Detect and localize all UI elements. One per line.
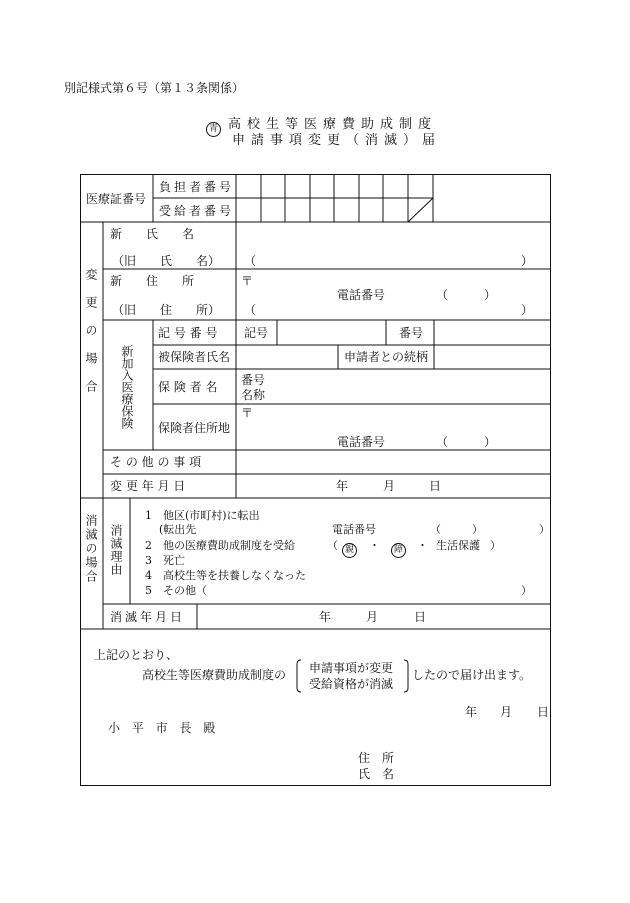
insurer-name-label: 保 険 者 名 bbox=[158, 380, 218, 394]
cancel-day: 日 bbox=[414, 610, 427, 624]
reason-2-option-welfare[interactable]: 生活保護 bbox=[436, 539, 480, 552]
parent-mark-icon: 親 bbox=[342, 543, 357, 558]
change-date-label: 変 更 年 月 日 bbox=[110, 479, 186, 493]
declaration-day: 日 bbox=[537, 705, 550, 719]
change-month: 月 bbox=[383, 479, 396, 493]
change-day: 日 bbox=[429, 479, 442, 493]
title-line-2: 申請事項変更（消滅）届 bbox=[232, 133, 442, 148]
reason-1-destination: (転出先 bbox=[159, 523, 197, 536]
reason-2-option-parent[interactable] bbox=[342, 539, 357, 558]
new-name-label: 新 氏 名 bbox=[110, 227, 195, 241]
reason-1-paren-close-inner: ） bbox=[472, 523, 483, 536]
reason-1: 1 他区(市町村)に転出 bbox=[145, 509, 260, 522]
new-address-label: 新 住 所 bbox=[110, 274, 195, 288]
cancel-date-label: 消滅年月日 bbox=[110, 610, 186, 624]
addressee: 小 平 市 長 殿 bbox=[108, 721, 220, 735]
youth-mark-icon: 青 bbox=[206, 122, 221, 137]
insured-name-label: 被保険者氏名 bbox=[158, 350, 231, 364]
old-name-label: （旧 氏 名） bbox=[112, 254, 221, 268]
symbol-field-label: 記号 bbox=[244, 326, 269, 340]
old-name-paren-close: ） bbox=[521, 254, 534, 268]
other-items-label: そ の 他 の 事 項 bbox=[110, 455, 202, 469]
cancel-year: 年 bbox=[319, 610, 332, 624]
postal-mark: 〒 bbox=[241, 274, 254, 288]
reason-2-option-disability[interactable] bbox=[391, 539, 406, 558]
declaration-option-cancel[interactable]: 受給資格が消滅 bbox=[309, 677, 394, 691]
new-insurance-label: 新加入医療保険 bbox=[120, 345, 134, 429]
applicant-name-label: 氏 名 bbox=[358, 767, 395, 781]
reason-2: 2 他の医療費助成制度を受給 bbox=[145, 539, 295, 552]
form-title bbox=[206, 118, 221, 137]
number-field-label: 番号 bbox=[399, 326, 424, 340]
change-section-label: 変更の場合 bbox=[84, 268, 98, 408]
old-address-paren-close: ） bbox=[521, 303, 534, 317]
declaration-line-1: 上記のとおり、 bbox=[94, 648, 179, 662]
cancel-reason-label: 消滅理由 bbox=[109, 524, 123, 576]
declaration-month: 月 bbox=[500, 705, 513, 719]
title-line-1: 高校生等医療費助成制度 bbox=[228, 117, 438, 132]
payer-number-label: 負担者番号 bbox=[159, 180, 235, 194]
declaration-option-change[interactable]: 申請事項が変更 bbox=[309, 661, 394, 675]
disability-mark-icon: 障 bbox=[391, 543, 406, 558]
applicant-address-label: 住 所 bbox=[358, 751, 395, 765]
reason-5-paren-close: ） bbox=[521, 584, 532, 597]
old-address-paren-open: （ bbox=[244, 303, 257, 317]
form-reference: 別記様式第６号（第１３条関係） bbox=[64, 81, 245, 95]
change-year: 年 bbox=[336, 479, 349, 493]
phone-label: 電話番号 bbox=[337, 288, 386, 302]
separator-dot-2: ・ bbox=[417, 539, 428, 552]
reason-1-paren-close: ） bbox=[539, 523, 550, 536]
separator-dot: ・ bbox=[369, 539, 380, 552]
reason-1-phone-label: 電話番号 bbox=[332, 523, 376, 536]
cert-number-label: 医療証番号 bbox=[86, 192, 147, 206]
recipient-number-label: 受給者番号 bbox=[159, 204, 235, 218]
insurer-address-label: 保険者住所地 bbox=[158, 421, 231, 435]
reason-5: 5 その他（ bbox=[145, 584, 207, 597]
insurer-number-label: 番号 bbox=[241, 373, 266, 387]
insurer-title-label: 名称 bbox=[241, 388, 266, 402]
cancel-month: 月 bbox=[366, 610, 379, 624]
cancel-section-label: 消滅の場合 bbox=[84, 514, 98, 584]
old-address-label: （旧 住 所） bbox=[112, 303, 221, 317]
reason-2-paren-open: （ bbox=[327, 539, 338, 552]
reason-1-paren-open: （ bbox=[430, 523, 441, 536]
insurer-phone-label: 電話番号 bbox=[337, 435, 386, 449]
reason-4: 4 高校生等を扶養しなくなった bbox=[145, 569, 306, 582]
insurer-phone-paren: （ ） bbox=[436, 435, 497, 449]
insurer-postal-mark: 〒 bbox=[241, 406, 254, 420]
phone-paren: （ ） bbox=[436, 288, 497, 302]
declaration-year: 年 bbox=[465, 705, 478, 719]
reason-2-paren-close: ） bbox=[490, 539, 501, 552]
declaration-tail: したので届け出ます。 bbox=[412, 668, 532, 682]
reason-3: 3 死亡 bbox=[145, 554, 185, 567]
symbol-number-label: 記 号 番 号 bbox=[158, 326, 218, 340]
old-name-paren-open: （ bbox=[244, 254, 257, 268]
declaration-system: 高校生等医療費助成制度の bbox=[142, 668, 287, 682]
relation-label: 申請者との続柄 bbox=[344, 350, 429, 364]
